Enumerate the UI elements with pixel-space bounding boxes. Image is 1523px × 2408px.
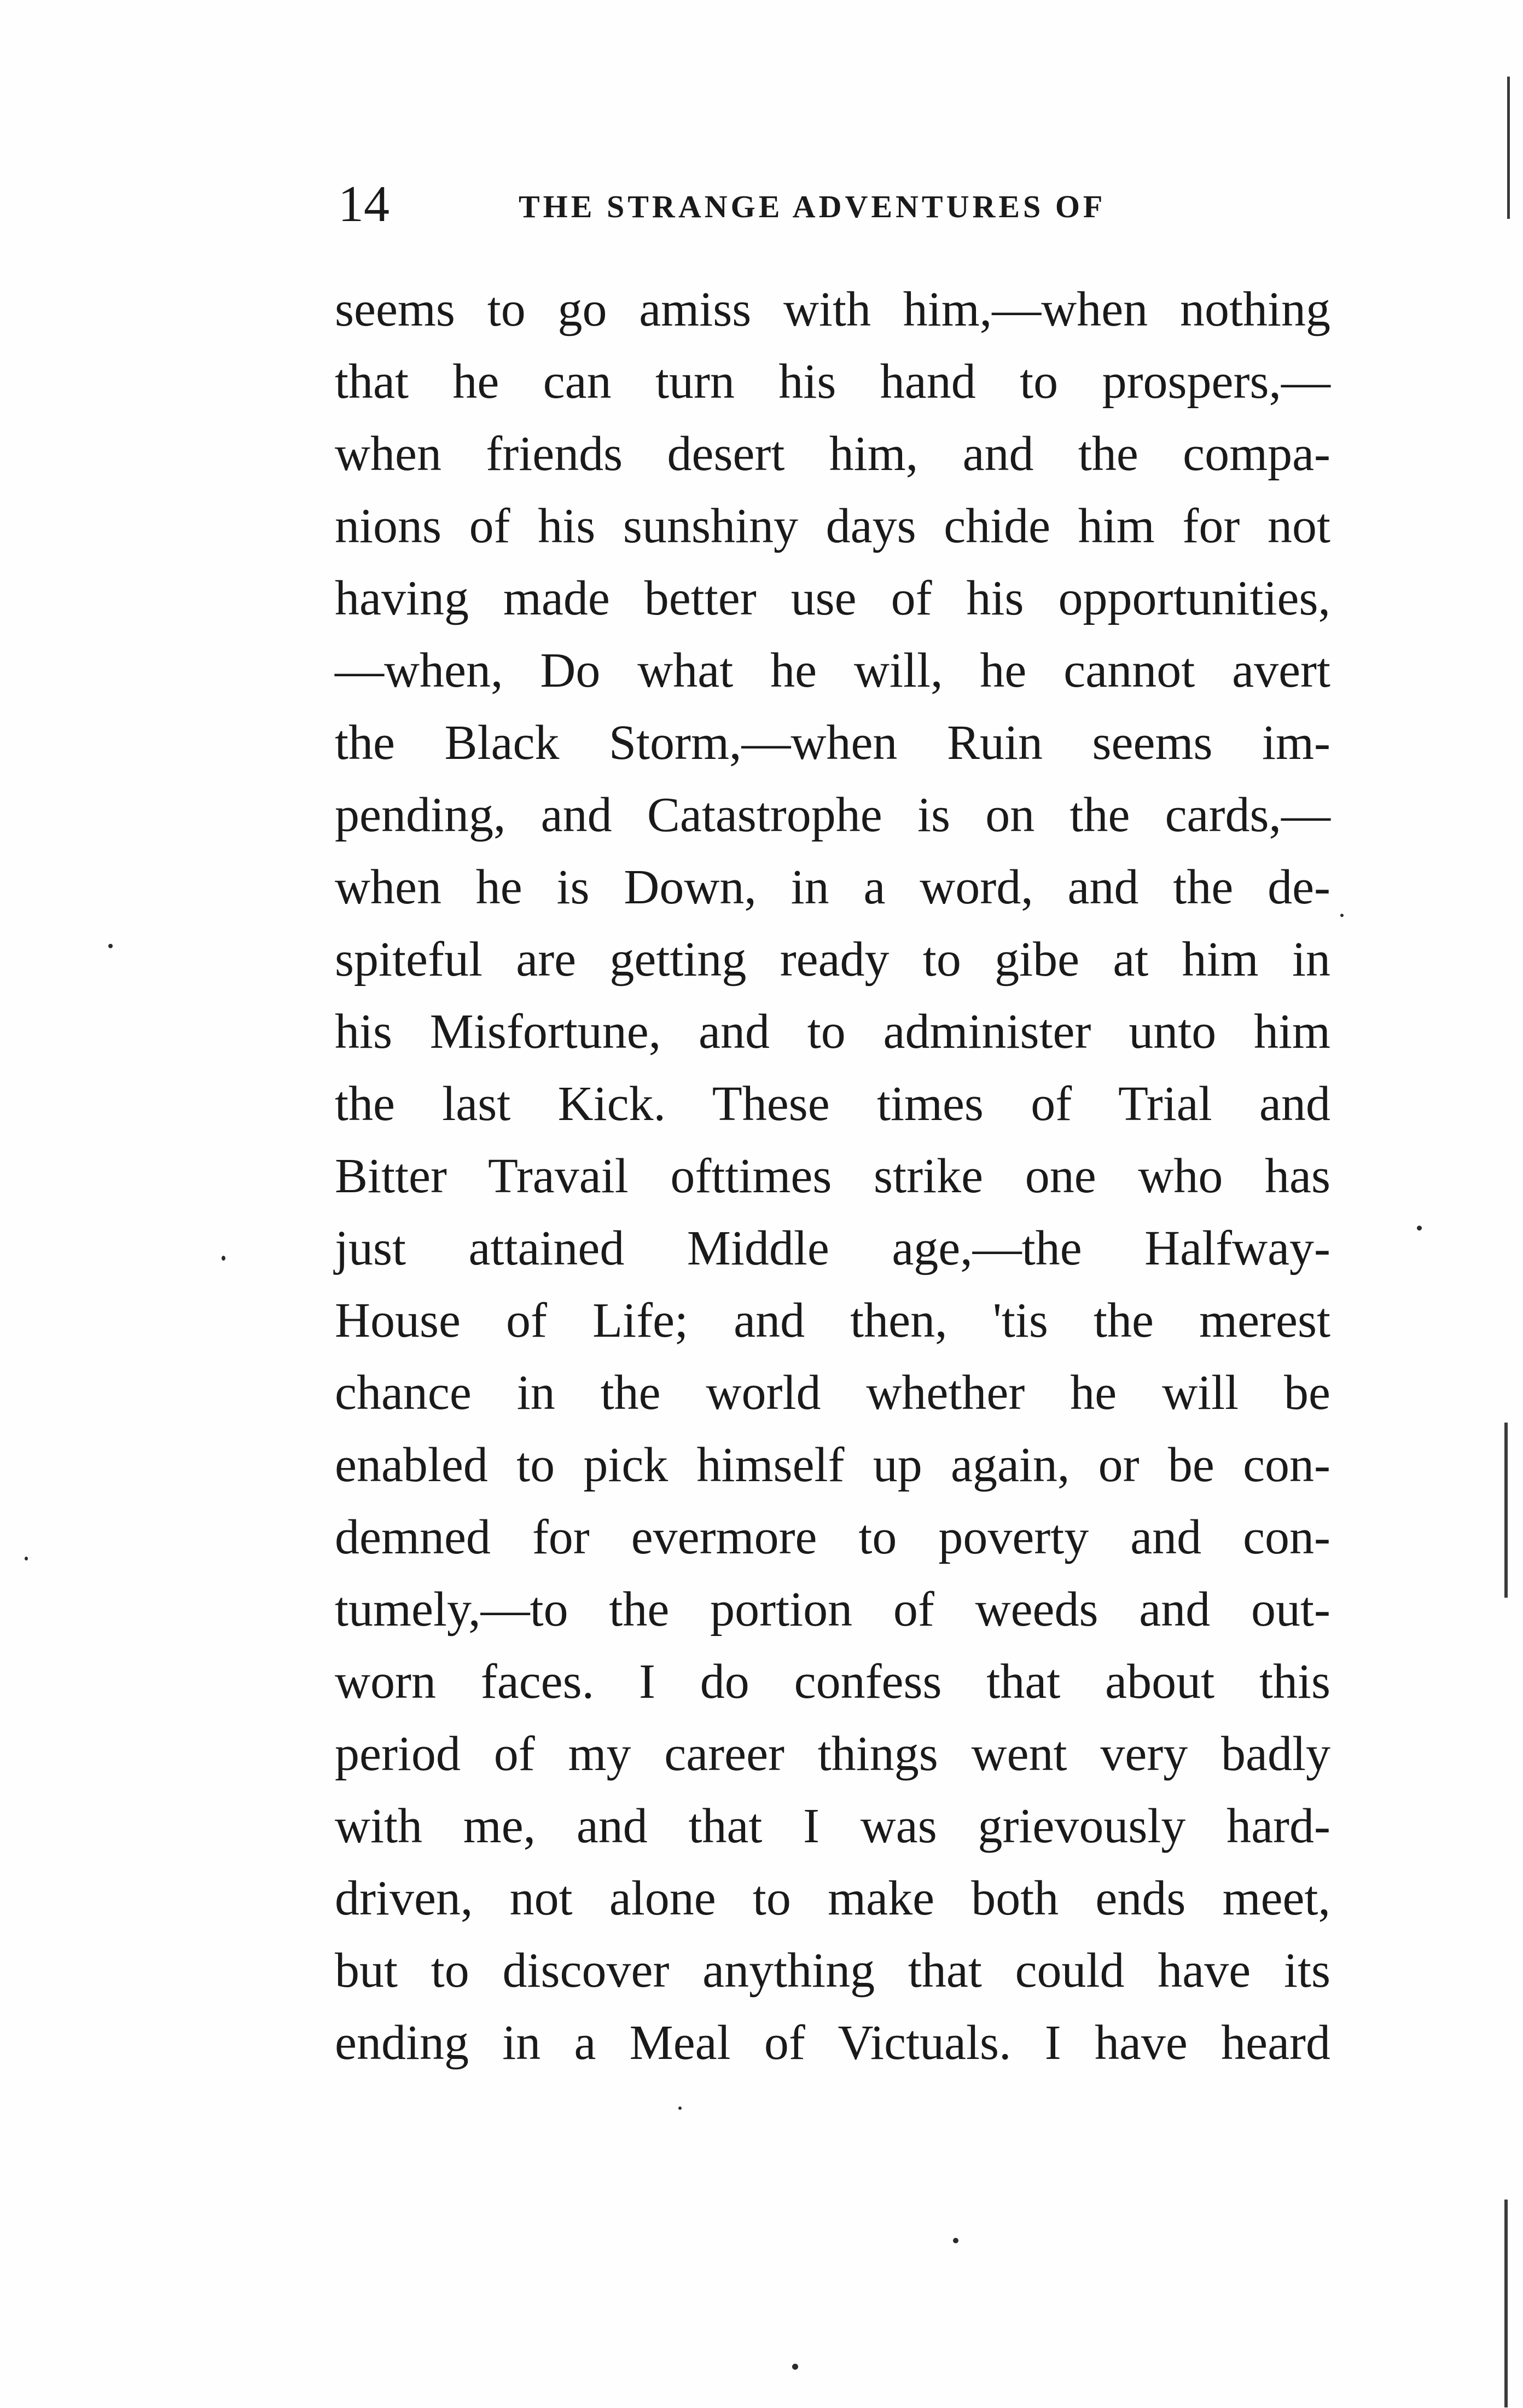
page-edge-mark [1504,1423,1508,1598]
text-line: spiteful are getting ready to gibe at him in [335,932,1330,987]
text-line: Bitter Travail ofttimes strike one who has [335,1149,1330,1203]
running-head [338,174,1334,234]
scan-speck [25,1557,28,1560]
scan-speck [108,944,113,948]
scan-speck [678,2107,682,2110]
scan-speck [1417,1226,1422,1231]
text-line: when friends desert him, and the compa- [335,427,1330,481]
text-line: with me, and that I was grievously hard- [335,1799,1330,1853]
body-text [335,274,1330,2079]
text-line: —when, Do what he will, he cannot avert [335,643,1330,698]
text-line: the Black Storm,—when Ruin seems im- [335,716,1330,770]
text-line: just attained Middle age,—the Halfway- [335,1221,1330,1275]
page-edge-mark [1504,2200,1508,2407]
running-title: THE STRANGE ADVENTURES OF [519,189,1106,224]
text-line: worn faces. I do confess that about this [335,1655,1330,1709]
text-line: chance in the world whether he will be [335,1366,1330,1420]
text-line: pending, and Catastrophe is on the cards,— [335,788,1330,842]
text-line: enabled to pick himself up again, or be con- [335,1438,1330,1492]
scan-speck [953,2238,958,2243]
text-line: driven, not alone to make both ends meet, [335,1871,1330,1925]
page-number: 14 [338,176,390,233]
text-line: tumely,—to the portion of weeds and out- [335,1582,1330,1637]
text-line: House of Life; and then, 'tis the merest [335,1293,1330,1348]
scan-speck [792,2364,798,2370]
scan-speck [222,1256,225,1261]
text-line: his Misfortune, and to administer unto him [335,1005,1330,1059]
text-line: nions of his sunshiny days chide him for not [335,499,1330,553]
text-line: seems to go amiss with him,—when nothing [335,282,1330,336]
text-line: but to discover anything that could have its [335,1943,1330,1998]
text-line: demned for evermore to poverty and con- [335,1510,1330,1564]
page-edge-mark [1507,77,1510,219]
text-line: ending in a Meal of Victuals. I have heard [335,2016,1330,2070]
scan-speck [1340,914,1344,917]
text-line: that he can turn his hand to prospers,— [335,355,1330,409]
text-line: when he is Down, in a word, and the de- [335,860,1330,914]
text-line: having made better use of his opportunities, [335,571,1330,625]
text-line: the last Kick. These times of Trial and [335,1077,1330,1131]
text-line: period of my career things went very badly [335,1727,1330,1781]
